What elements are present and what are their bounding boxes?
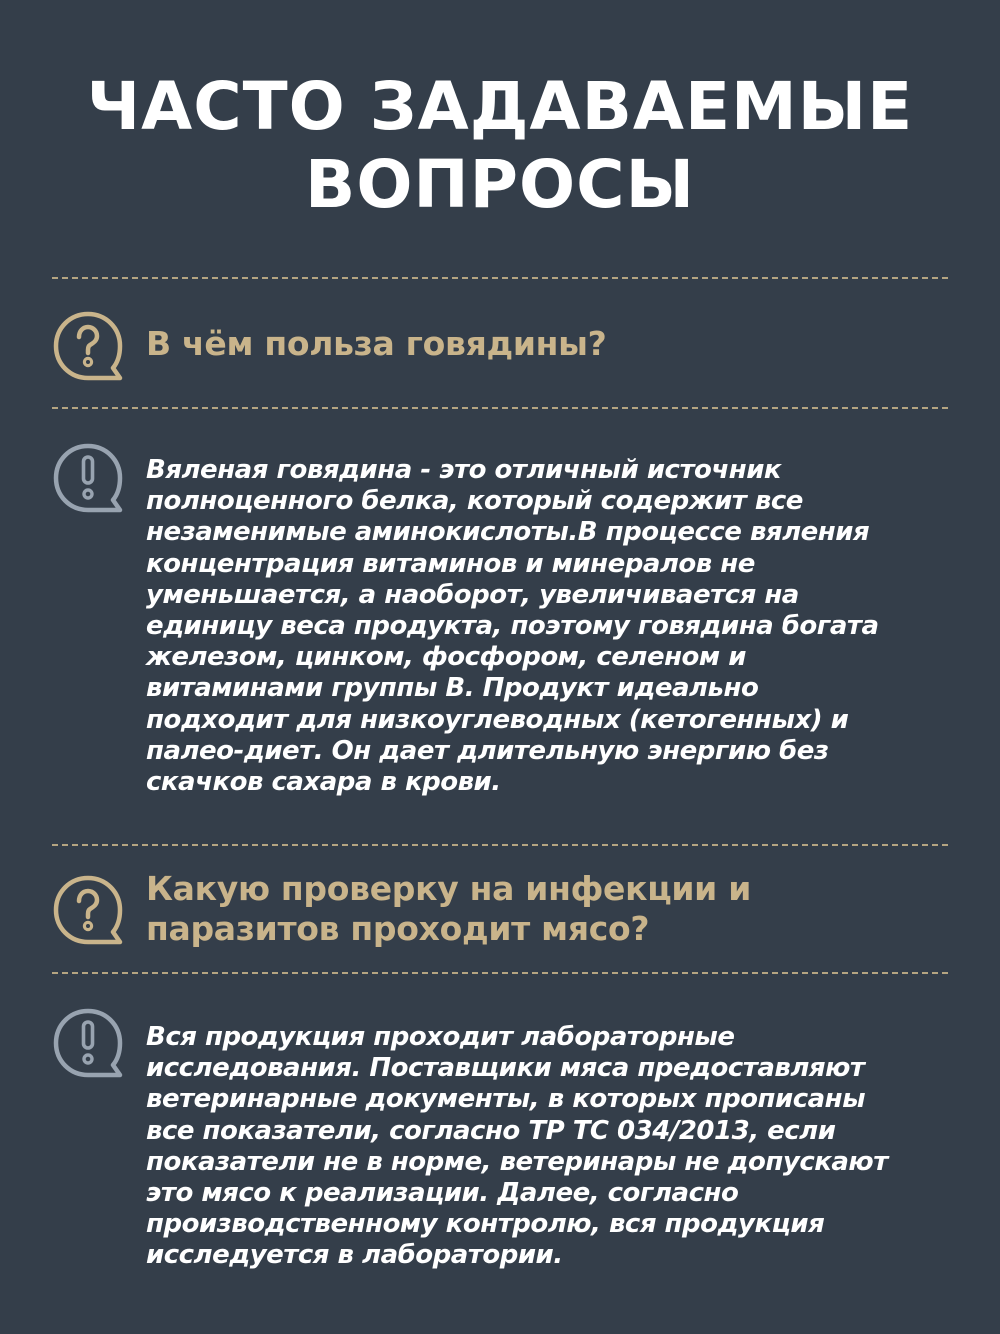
question-line: Какую проверку на инфекции и bbox=[146, 869, 752, 908]
dashed-divider bbox=[52, 277, 948, 279]
answer-line: ветеринарные документы, в которых прописаны bbox=[146, 1084, 866, 1115]
question-bubble-icon bbox=[50, 308, 126, 384]
answer-line: все показатели, согласно ТР ТС 034/2013, если bbox=[146, 1115, 836, 1146]
answer-line: Вся продукция проходит лабораторные bbox=[146, 1022, 735, 1052]
answer-line: подходит для низкоуглеводных (кетогенных) и bbox=[146, 704, 849, 735]
answer-line: концентрация витаминов и минералов не bbox=[146, 548, 755, 579]
dashed-divider bbox=[52, 844, 948, 846]
question-line: паразитов проходит мясо? bbox=[146, 909, 650, 948]
answer-line: скачков сахара в крови. bbox=[146, 767, 501, 798]
answer-line: это мясо к реализации. Далее, согласно bbox=[146, 1178, 739, 1209]
exclamation-bubble-icon bbox=[50, 440, 126, 516]
faq-answer-2 bbox=[146, 1022, 954, 1272]
answer-line: железом, цинком, фосфором, селеном и bbox=[146, 642, 746, 673]
answer-line: незаменимые аминокислоты.В процессе вяления bbox=[146, 517, 870, 548]
question-bubble-icon bbox=[50, 872, 126, 948]
answer-line: витаминами группы B. Продукт идеально bbox=[146, 673, 759, 704]
answer-line: исследуется в лаборатории. bbox=[146, 1240, 563, 1271]
answer-line: единицу веса продукта, поэтому говядина богата bbox=[146, 611, 879, 642]
answer-line: Вяленая говядина - это отличный источник bbox=[146, 455, 782, 485]
faq-question-1 bbox=[146, 324, 956, 364]
answer-line: уменьшается, а наоборот, увеличивается на bbox=[146, 579, 799, 610]
faq-answer-1 bbox=[146, 455, 954, 798]
dashed-divider bbox=[52, 407, 948, 409]
answer-line: палео-диет. Он дает длительную энергию без bbox=[146, 735, 829, 766]
question-line: В чём польза говядины? bbox=[146, 324, 607, 363]
dashed-divider bbox=[52, 972, 948, 974]
answer-line: показатели не в норме, ветеринары не допускают bbox=[146, 1146, 888, 1177]
faq-question-2 bbox=[146, 869, 956, 949]
page-title-line-2: ВОПРОСЫ bbox=[305, 146, 695, 223]
answer-line: производственному контролю, вся продукция bbox=[146, 1209, 825, 1240]
answer-line: полноценного белка, который содержит все bbox=[146, 486, 803, 517]
answer-line: исследования. Поставщики мяса предоставляют bbox=[146, 1053, 865, 1084]
exclamation-bubble-icon bbox=[50, 1005, 126, 1081]
page-title-line-1: ЧАСТО ЗАДАВАЕМЫЕ bbox=[86, 68, 914, 145]
